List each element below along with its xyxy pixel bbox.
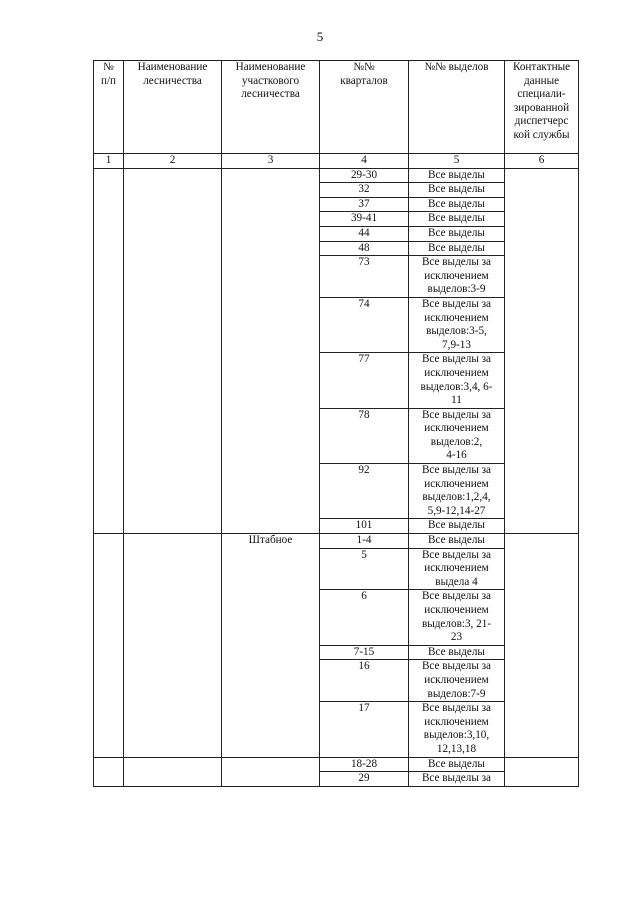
quarter-cell: 5: [320, 548, 409, 590]
quarter-cell: 29-30: [320, 168, 409, 183]
header-dispatch-contacts: Контактные данные специали- зированной диспетчерс кой службы: [505, 61, 579, 154]
table-row: [94, 168, 579, 183]
header-district-forestry-name: Наименование участкового лесничества: [222, 61, 320, 154]
number-cell: [94, 168, 124, 533]
sections-cell: Все выделы за исключением выделов:1,2,4, 5,9-12,14-27: [409, 464, 505, 519]
forestry-cell: [124, 757, 222, 786]
column-number: 6: [505, 154, 579, 169]
quarter-cell: 77: [320, 353, 409, 408]
quarter-cell: 6: [320, 590, 409, 645]
header-sections: №№ выделов: [409, 61, 505, 154]
quarter-cell: 78: [320, 408, 409, 463]
column-number: 3: [222, 154, 320, 169]
quarter-cell: 1-4: [320, 534, 409, 549]
sections-cell: Все выделы за исключением выделов:3, 21- 23: [409, 590, 505, 645]
sections-cell: Все выделы: [409, 519, 505, 534]
sections-cell: Все выделы: [409, 226, 505, 241]
column-number-row: [94, 154, 579, 169]
column-number: 2: [124, 154, 222, 169]
quarter-cell: 18-28: [320, 757, 409, 772]
sections-cell: Все выделы: [409, 645, 505, 660]
sections-cell: Все выделы за исключением выделов:7-9: [409, 660, 505, 702]
sections-cell: Все выделы: [409, 197, 505, 212]
header-number: № п/п: [94, 61, 124, 154]
table-row: [94, 534, 579, 549]
header-quarters: №№ кварталов: [320, 61, 409, 154]
quarter-cell: 32: [320, 183, 409, 198]
sections-cell: Все выделы: [409, 534, 505, 549]
contacts-cell: [505, 168, 579, 533]
quarter-cell: 17: [320, 702, 409, 757]
quarter-cell: 48: [320, 241, 409, 256]
quarter-cell: 39-41: [320, 212, 409, 227]
quarter-cell: 101: [320, 519, 409, 534]
sections-cell: Все выделы за: [409, 772, 505, 787]
quarter-cell: 74: [320, 297, 409, 352]
sections-cell: Все выделы: [409, 757, 505, 772]
sections-cell: Все выделы за исключением выдела 4: [409, 548, 505, 590]
district-cell: [222, 757, 320, 786]
sections-cell: Все выделы за исключением выделов:2, 4-16: [409, 408, 505, 463]
forestry-cell: [124, 534, 222, 758]
quarter-cell: 44: [320, 226, 409, 241]
column-number: 1: [94, 154, 124, 169]
number-cell: [94, 534, 124, 758]
sections-cell: Все выделы за исключением выделов:3,10, 12,13,18: [409, 702, 505, 757]
quarter-cell: 92: [320, 464, 409, 519]
forest-quarters-table: [93, 60, 579, 787]
quarter-cell: 73: [320, 256, 409, 298]
table-row: [94, 757, 579, 772]
page-number: 5: [316, 29, 324, 44]
contacts-cell: [505, 534, 579, 758]
sections-cell: Все выделы: [409, 168, 505, 183]
sections-cell: Все выделы за исключением выделов:3-9: [409, 256, 505, 298]
column-number: 5: [409, 154, 505, 169]
district-cell: [222, 168, 320, 533]
column-number: 4: [320, 154, 409, 169]
header-forestry-name: Наименование лесничества: [124, 61, 222, 154]
quarter-cell: 29: [320, 772, 409, 787]
contacts-cell: [505, 757, 579, 786]
quarter-cell: 37: [320, 197, 409, 212]
header-row: [94, 61, 579, 154]
quarter-cell: 7-15: [320, 645, 409, 660]
sections-cell: Все выделы: [409, 183, 505, 198]
forestry-cell: [124, 168, 222, 533]
sections-cell: Все выделы за исключением выделов:3,4, 6- 11: [409, 353, 505, 408]
sections-cell: Все выделы: [409, 241, 505, 256]
sections-cell: Все выделы: [409, 212, 505, 227]
quarter-cell: 16: [320, 660, 409, 702]
district-cell: Штабное: [222, 534, 320, 758]
number-cell: [94, 757, 124, 786]
sections-cell: Все выделы за исключением выделов:3-5, 7,9-13: [409, 297, 505, 352]
